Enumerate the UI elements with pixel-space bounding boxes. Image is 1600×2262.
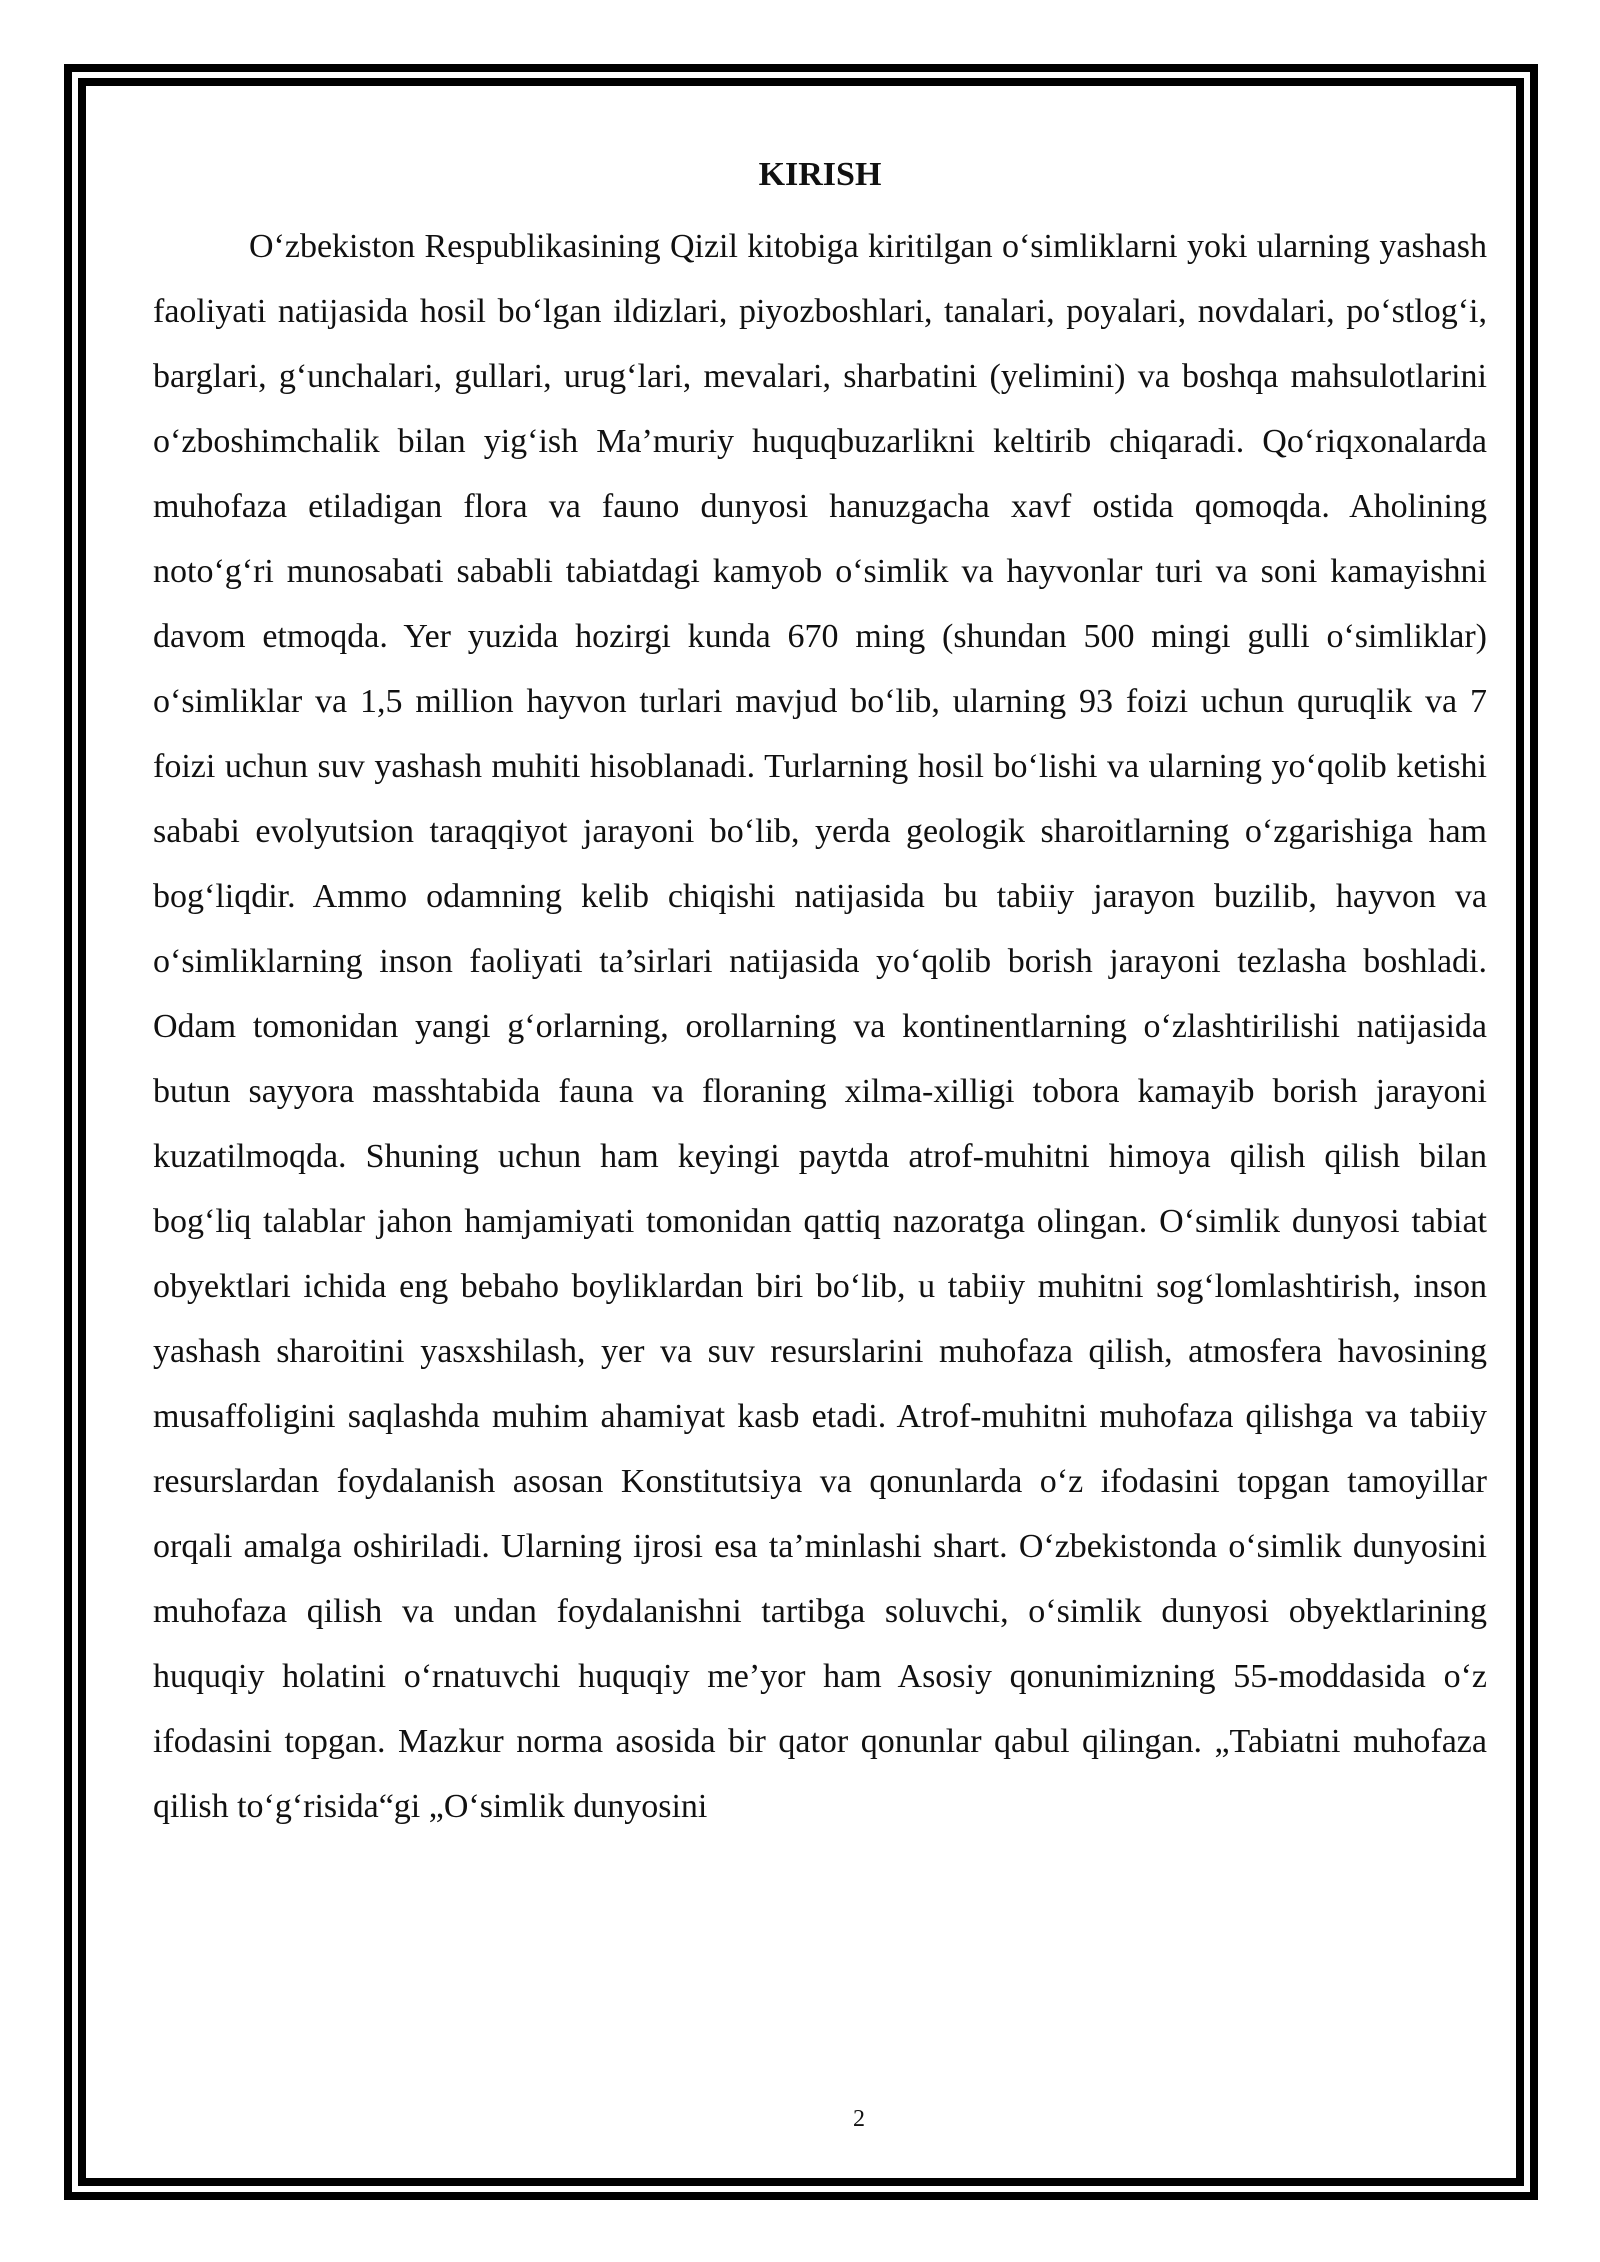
page-title: KIRISH [758, 156, 882, 193]
body-paragraph: O‘zbekiston Respublikasining Qizil kitobiga kiritilgan o‘simliklarni yoki ularning yashash faoliyati natijasida hosil bo‘lgan ildizlari, piyozboshlari, tanalari, poyalari, novdalari, po‘stlog‘i, barglari, g‘unchalari, gullari, urug‘lari, mevalari, sharbatini (yelimini) va boshqa mahsulotlarini o‘zboshimchalik bilan yig‘ish Ma’muriy huquqbuzarlikni keltirib chiqaradi. Qo‘riqxonalarda muhofaza etiladigan flora va fauno dunyosi hanuzgacha xavf ostida qomoqda. Aholining noto‘g‘ri munosabati sababli tabiatdagi kamyob o‘simlik va hayvonlar turi va soni kamayishni davom etmoqda. Yer yuzida hozirgi kunda 670 ming (shundan 500 mingi gulli o‘simliklar) o‘simliklar va 1,5 million hayvon turlari mavjud bo‘lib, ularning 93 foizi uchun quruqlik va 7 foizi uchun suv yashash muhiti hisoblanadi. Turlarning hosil bo‘lishi va ularning yo‘qolib ketishi sababi evolyutsion taraqqiyot jarayoni bo‘lib, yerda geologik sharoitlarning o‘zgarishiga ham bog‘liqdir. Ammo odamning kelib chiqishi natijasida bu tabiiy jarayon buzilib, hayvon va o‘simliklarning inson faoliyati ta’sirlari natijasida yo‘qolib borish jarayoni tezlasha boshladi. Odam tomonidan yangi g‘orlarning, orollarning va kontinentlarning o‘zlashtirilishi natijasida butun sayyora masshtabida fauna va floraning xilma-xilligi tobora kamayib borish jarayoni kuzatilmoqda. Shuning uchun ham keyingi paytda atrof-muhitni himoya qilish qilish bilan bog‘liq talablar jahon hamjamiyati tomonidan qattiq nazoratga olingan. O‘simlik dunyosi tabiat obyektlari ichida eng bebaho boyliklardan biri bo‘lib, u tabiiy muhitni sog‘lomlashtirish, inson yashash sharoitini yasxshilash, yer va suv resurslarini muhofaza qilish, atmosfera havosining musaffoligini saqlashda muhim ahamiyat kasb etadi. Atrof-muhitni muhofaza qilishga va tabiiy resurslardan foydalanish asosan Konstitutsiya va qonunlarda o‘z ifodasini topgan tamoyillar orqali amalga oshiriladi. Ularning ijrosi esa ta’minlashi shart. O‘zbekistonda o‘simlik dunyosini muhofaza qilish va undan foydalanishni tartibga soluvchi, o‘simlik dunyosi obyektlarining huquqiy holatini o‘rnatuvchi huquqiy me’yor ham Asosiy qonunimizning 55-moddasida o‘z ifodasini topgan. Mazkur norma asosida bir qator qonunlar qabul qilingan. „Tabiatni muhofaza qilish to‘g‘risida“gi „O‘simlik dunyosini [153, 228, 1487, 1825]
page-number: 2 [853, 2106, 865, 2132]
document-page [153, 150, 1487, 1839]
